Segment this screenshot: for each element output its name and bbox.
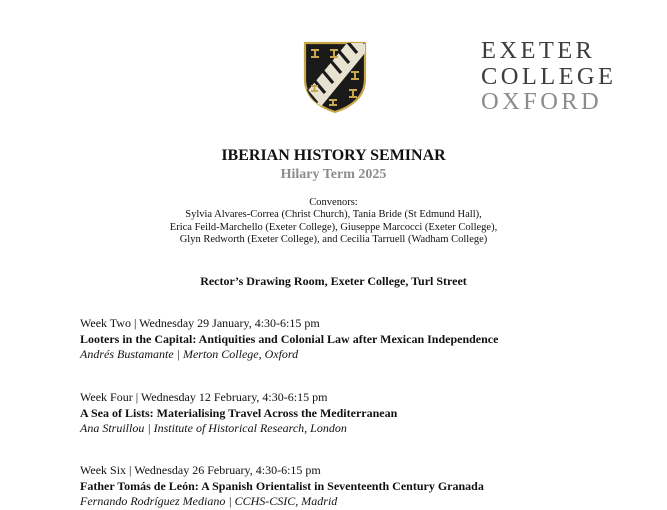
event-item: [80, 463, 484, 510]
event-date: Week Four | Wednesday 12 February, 4:30-6:15 pm: [80, 390, 328, 404]
convenors-line: Glyn Redworth (Exeter College), and Cecilia Tarruell (Wadham College): [179, 234, 488, 245]
convenors-line: Sylvia Alvares-Correa (Christ Church), Tania Bride (St Edmund Hall),: [185, 209, 482, 220]
convenors-list: [0, 209, 667, 247]
college-wordmark-line-3: OXFORD: [481, 88, 603, 115]
event-item: [80, 316, 498, 363]
college-wordmark-line-2: COLLEGE: [481, 62, 617, 90]
event-date: Week Six | Wednesday 26 February, 4:30-6:15 pm: [80, 463, 321, 477]
event-speaker: Ana Struillou | Institute of Historical Research, London: [80, 421, 347, 435]
college-wordmark: [481, 38, 616, 115]
convenors-line: Erica Feild-Marchello (Exeter College), Giuseppe Marcocci (Exeter College),: [169, 221, 498, 233]
event-title: Father Tomás de León: A Spanish Orientalist in Seventeenth Century Granada: [80, 478, 484, 493]
event-speaker: Fernando Rodríguez Mediano | CCHS-CSIC, Madrid: [80, 494, 338, 508]
event-title: Looters in the Capital: Antiquities and Colonial Law after Mexican Independence: [80, 331, 499, 346]
seminar-venue: Rector’s Drawing Room, Exeter College, Turl Street: [200, 274, 467, 288]
event-date: Week Two | Wednesday 29 January, 4:30-6:15 pm: [80, 316, 320, 330]
seminar-title: IBERIAN HISTORY SEMINAR: [221, 147, 446, 164]
event-title: A Sea of Lists: Materialising Travel Across the Mediterranean: [80, 405, 398, 420]
seminar-term: Hilary Term 2025: [280, 167, 387, 182]
convenors-heading: Convenors:: [309, 197, 358, 208]
event-item: [80, 390, 397, 437]
exeter-college-shield-icon: [303, 41, 367, 114]
event-speaker: Andrés Bustamante | Merton College, Oxford: [80, 347, 299, 361]
college-wordmark-line-1: EXETER: [481, 37, 596, 64]
